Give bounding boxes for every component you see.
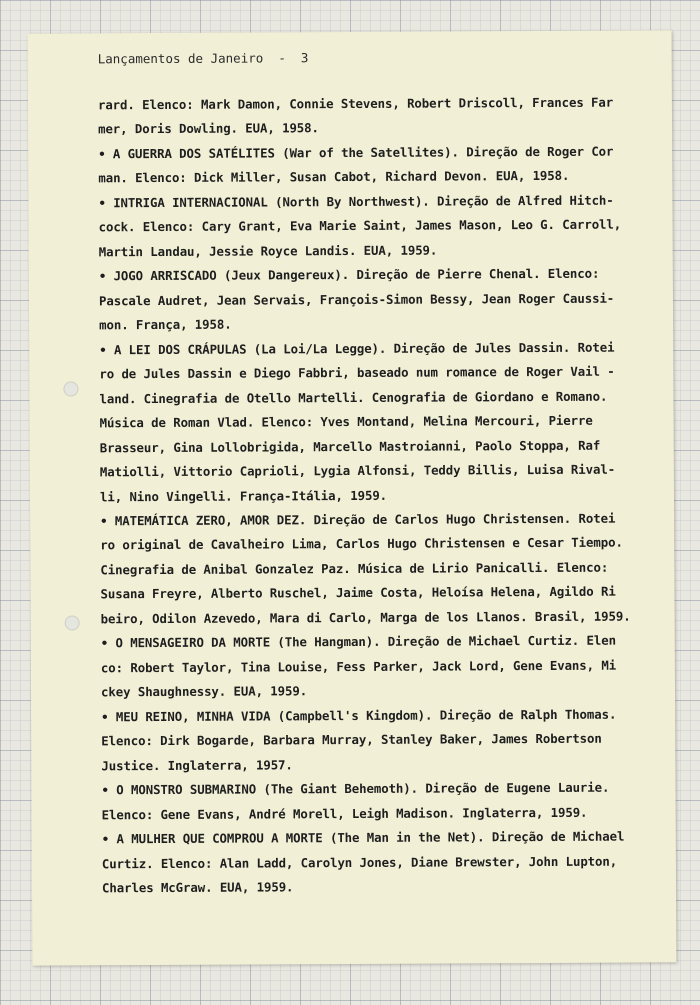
text-line: Susana Freyre, Alberto Ruschel, Jaime Costa, Heloísa Helena, Agildo Ri — [100, 583, 616, 602]
text-line: Justice. Inglaterra, 1957. — [101, 756, 293, 773]
document-page — [28, 30, 677, 965]
text-line: ckey Shaughnessy. EUA, 1959. — [100, 683, 308, 700]
text-line: • O MENSAGEIRO DA MORTE (The Hangman). Direção de Michael Curtiz. Elen — [100, 632, 616, 651]
text-line: Elenco: Gene Evans, André Morell, Leigh Madison. Inglaterra, 1959. — [101, 804, 588, 822]
text-line: Música de Roman Vlad. Elenco: Yves Montand, Melina Mercouri, Pierre — [99, 412, 593, 431]
text-line: Elenco: Dirk Bogarde, Barbara Murray, Stanley Baker, James Robertson — [101, 730, 602, 749]
text-line: ro original de Cavalheiro Lima, Carlos Hugo Christensen e Cesar Tiempo. — [100, 535, 623, 553]
text-line: cock. Elenco: Cary Grant, Eva Marie Saint, James Mason, Leo G. Carroll, — [98, 216, 622, 235]
text-line: Martin Landau, Jessie Royce Landis. EUA, 1959. — [98, 242, 438, 260]
text-line: Brasseur, Gina Lollobrigida, Marcello Mastroianni, Paolo Stoppa, Raf — [99, 437, 601, 455]
page-header: Lançamentos de Janeiro - 3 — [97, 50, 309, 67]
text-line: man. Elenco: Dick Miller, Susan Cabot, Richard Devon. EUA, 1958. — [98, 168, 570, 186]
text-line: Curtiz. Elenco: Alan Ladd, Carolyn Jones, Diane Brewster, John Lupton, — [101, 853, 618, 871]
text-line: • INTRIGA INTERNACIONAL (North By Northwest). Direção de Alfred Hitch- — [98, 192, 614, 211]
text-line: • JOGO ARRISCADO (Jeux Dangereux). Direção de Pierre Chenal. Elenco: — [98, 265, 600, 284]
text-line: ro de Jules Dassin e Diego Fabbri, baseado num romance de Roger Vail - — [99, 363, 615, 382]
text-line: Cinegrafia de Anibal Gonzalez Paz. Música de Lirio Panicalli. Elenco: — [100, 559, 609, 578]
text-line: Pascale Audret, Jean Servais, François-Simon Bessy, Jean Roger Caussi- — [98, 290, 615, 309]
text-line: • MEU REINO, MINHA VIDA (Campbell's Kingdom). Direção de Ralph Thomas. — [101, 706, 617, 725]
text-line: li, Nino Vingelli. França-Itália, 1959. — [99, 487, 388, 504]
text-line: • MATEMÁTICA ZERO, AMOR DEZ. Direção de Carlos Hugo Christensen. Rotei — [100, 510, 616, 529]
text-line: Charles McGraw. EUA, 1959. — [101, 879, 294, 896]
text-line: co: Robert Taylor, Tina Louise, Fess Parker, Jack Lord, Gene Evans, Mi — [100, 657, 617, 676]
punch-hole — [65, 615, 80, 630]
text-line: • A LEI DOS CRÁPULAS (La Loi/La Legge). Direção de Jules Dassin. Rotei — [99, 339, 615, 358]
text-line: beiro, Odilon Azevedo, Mara di Carlo, Marga de los Llanos. Brasil, 1959. — [100, 608, 631, 627]
text-line: • A GUERRA DOS SATÉLITES (War of the Satellites). Direção de Roger Cor — [98, 143, 614, 162]
text-line: • O MONSTRO SUBMARINO (The Giant Behemoth). Direção de Eugene Laurie. — [101, 779, 610, 798]
text-line: mer, Doris Dowling. EUA, 1958. — [98, 120, 319, 137]
text-line: mon. França, 1958. — [99, 316, 232, 333]
document-body — [98, 90, 662, 900]
text-line: Matiolli, Vittorio Caprioli, Lygia Alfonsi, Teddy Billis, Luisa Rival- — [99, 461, 616, 480]
text-line: land. Cinegrafia de Otello Martelli. Cenografia de Giordano e Romano. — [99, 388, 608, 406]
text-line: rard. Elenco: Mark Damon, Connie Stevens, Robert Driscoll, Frances Far — [97, 94, 614, 113]
text-line: • A MULHER QUE COMPROU A MORTE (The Man in the Net). Direção de Michael — [101, 828, 625, 847]
punch-hole — [63, 381, 78, 396]
